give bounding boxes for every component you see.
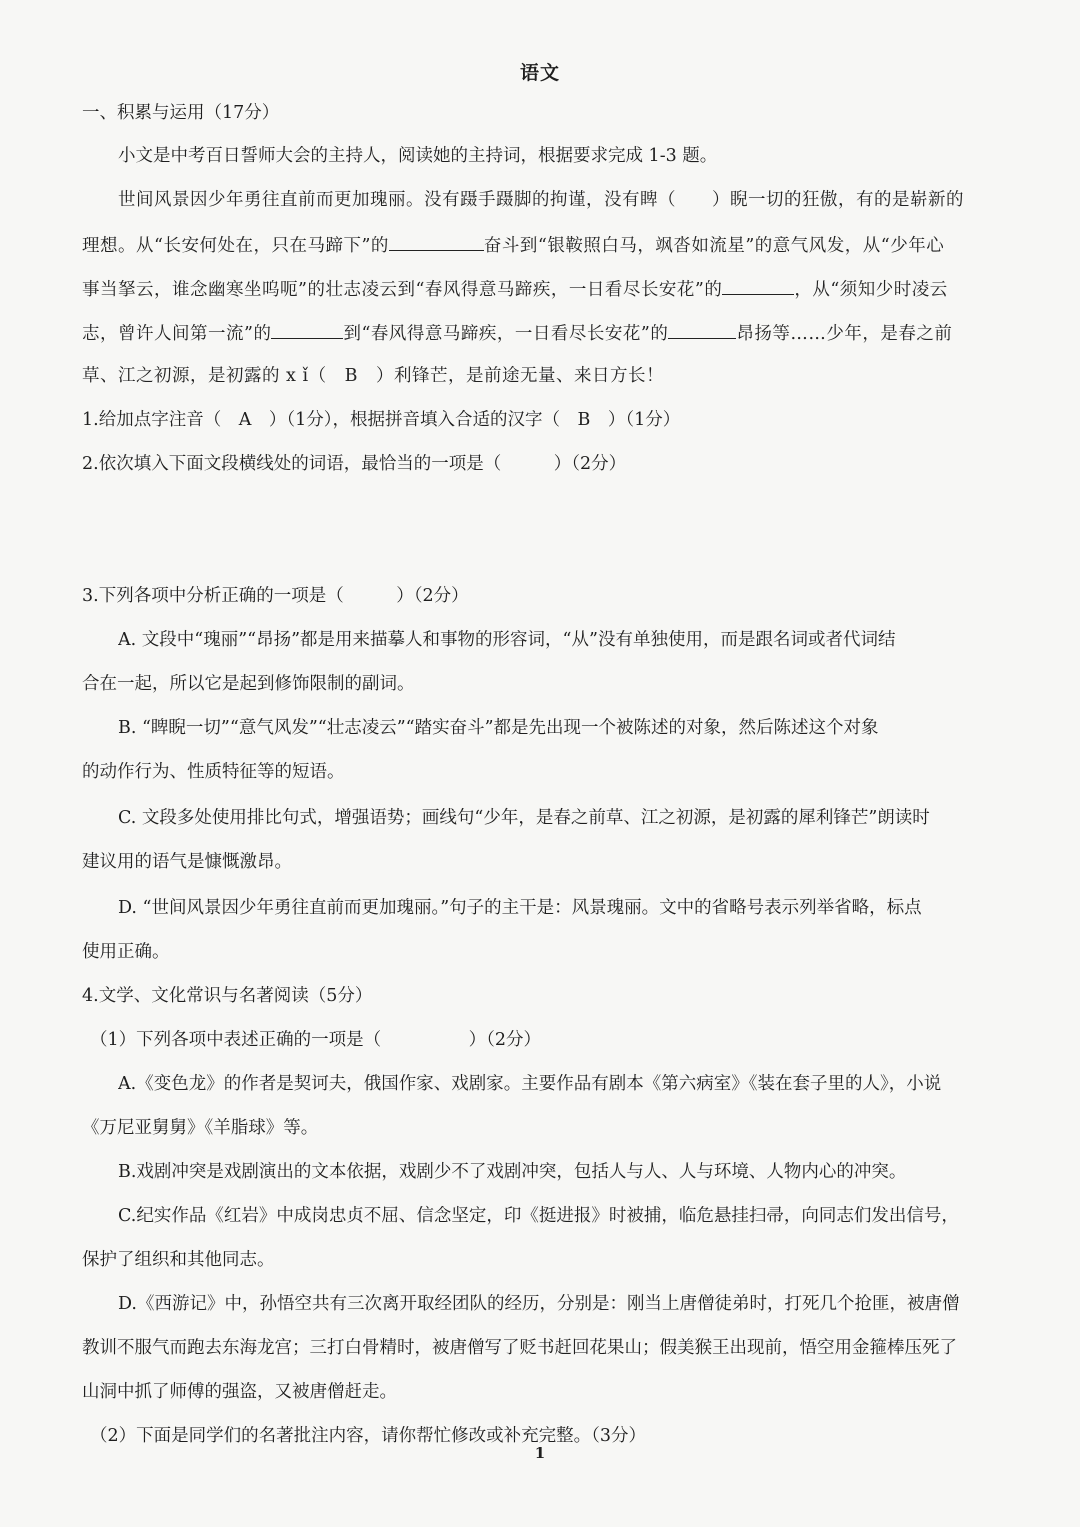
question-4-stem: 4.文学、文化常识与名著阅读（5分） — [82, 986, 373, 1006]
question-4-sub-1: （1）下列各项中表述正确的一项是（ ）（2分） — [90, 1030, 542, 1050]
passage-line-3-b: ，从“须知少时凌云 — [794, 280, 948, 300]
question-2-stem: 2.依次填入下面文段横线处的词语，最恰当的一项是（ ）（2分） — [82, 454, 627, 474]
question-1: 1.给加点字注音（ A ）（1分），根据拼音填入合适的汉字（ B ）（1分） — [82, 410, 681, 430]
intro-text: 小文是中考百日誓师大会的主持人，阅读她的主持词，根据要求完成 1-3 题。 — [118, 146, 718, 166]
passage-line-4-a: 志，曾许人间第一流”的 — [82, 324, 272, 344]
passage-line-3 — [82, 276, 1008, 302]
answer-blank-2 — [722, 276, 794, 295]
answer-blank-3 — [271, 320, 343, 339]
question-3-option-b-line-1: B. “睥睨一切”“意气风发”“壮志凌云”“踏实奋斗”都是先出现一个被陈述的对象，然后陈述这个对象 — [118, 718, 879, 738]
question-3-option-c-line-1: C. 文段多处使用排比句式，增强语势；画线句“少年，是春之前草、江之初源，是初露的犀利锋芒”朗读时 — [118, 808, 930, 828]
question-4-option-a-line-1: A.《变色龙》的作者是契诃夫，俄国作家、戏剧家。主要作品有剧本《第六病室》《装在套子里的人》，小说 — [118, 1074, 942, 1094]
question-3-option-d-line-2: 使用正确。 — [82, 942, 170, 962]
passage-line-1: 世间风景因少年勇往直前而更加瑰丽。没有蹑手蹑脚的拘谨，没有睥（ ）睨一切的狂傲，有的是崭新的 — [118, 190, 964, 210]
passage-line-2-a: 理想。从“长安何处在，只在马蹄下”的 — [82, 236, 389, 256]
question-3-stem: 3.下列各项中分析正确的一项是（ ）（2分） — [82, 586, 469, 606]
question-4-sub-2: （2）下面是同学们的名著批注内容，请你帮忙修改或补充完整。（3分） — [90, 1426, 647, 1446]
question-3-option-a-line-2: 合在一起，所以它是起到修饰限制的副词。 — [82, 674, 415, 694]
underlined-sentence-start: 少年，是春之前 — [826, 324, 952, 346]
question-3-option-a-line-1: A. 文段中“瑰丽”“昂扬”都是用来描摹人和事物的形容词，“从”没有单独使用，而是跟名词或者代词结 — [118, 630, 896, 650]
question-4-option-d-line-2: 教训不服气而跑去东海龙宫；三打白骨精时，被唐僧写了贬书赶回花果山；假美猴王出现前，悟空用金箍棒压死了 — [82, 1338, 957, 1358]
question-4-option-c-line-1: C.纪实作品《红岩》中成岗忠贞不屈、信念坚定，印《挺进报》时被捕，临危悬挂扫帚，向同志们发出信号， — [118, 1206, 959, 1226]
answer-blank-4 — [668, 320, 736, 339]
passage-line-5 — [82, 364, 1008, 388]
question-3-option-d-line-1: D. “世间风景因少年勇往直前而更加瑰丽。”句子的主干是：风景瑰丽。文中的省略号表示列举省略，标点 — [118, 898, 922, 918]
passage-line-4-c: 昂扬等…… — [736, 324, 827, 344]
underlined-sentence-end: 草、江之初源，是初露的 x ǐ（ B ）利锋芒，是前途无量、来日方长！ — [82, 366, 664, 388]
passage-line-4 — [82, 320, 1008, 346]
question-4-option-d-line-3: 山洞中抓了师傅的强盗，又被唐僧赶走。 — [82, 1382, 397, 1402]
answer-blank-1 — [389, 232, 484, 251]
question-4-option-d-line-1: D.《西游记》中，孙悟空共有三次离开取经团队的经历，分别是：刚当上唐僧徒弟时，打死几个抢匪，被唐僧 — [118, 1294, 960, 1314]
page-title: 语文 — [519, 62, 560, 84]
page-number: 1 — [534, 1444, 546, 1462]
question-4-option-a-line-2: 《万尼亚舅舅》《羊脂球》等。 — [82, 1118, 319, 1138]
question-4-option-c-line-2: 保护了组织和其他同志。 — [82, 1250, 275, 1270]
question-4-option-b-line-1: B.戏剧冲突是戏剧演出的文本依据，戏剧少不了戏剧冲突，包括人与人、人与环境、人物内心的冲突。 — [118, 1162, 907, 1182]
question-3-option-c-line-2: 建议用的语气是慷慨激昂。 — [82, 852, 292, 872]
passage-line-3-a: 事当拏云，谁念幽寒坐呜呃”的壮志凌云到“春风得意马蹄疾，一日看尽长安花”的 — [82, 280, 723, 300]
section-heading: 一、积累与运用（17分） — [82, 103, 280, 123]
passage-line-4-b: 到“春风得意马蹄疾，一日看尽长安花”的 — [343, 324, 669, 344]
passage-line-2 — [82, 232, 1008, 258]
question-3-option-b-line-2: 的动作行为、性质特征等的短语。 — [82, 762, 345, 782]
passage-line-2-b: 奋斗到“银鞍照白马，飒沓如流星”的意气风发，从“少年心 — [483, 236, 945, 256]
